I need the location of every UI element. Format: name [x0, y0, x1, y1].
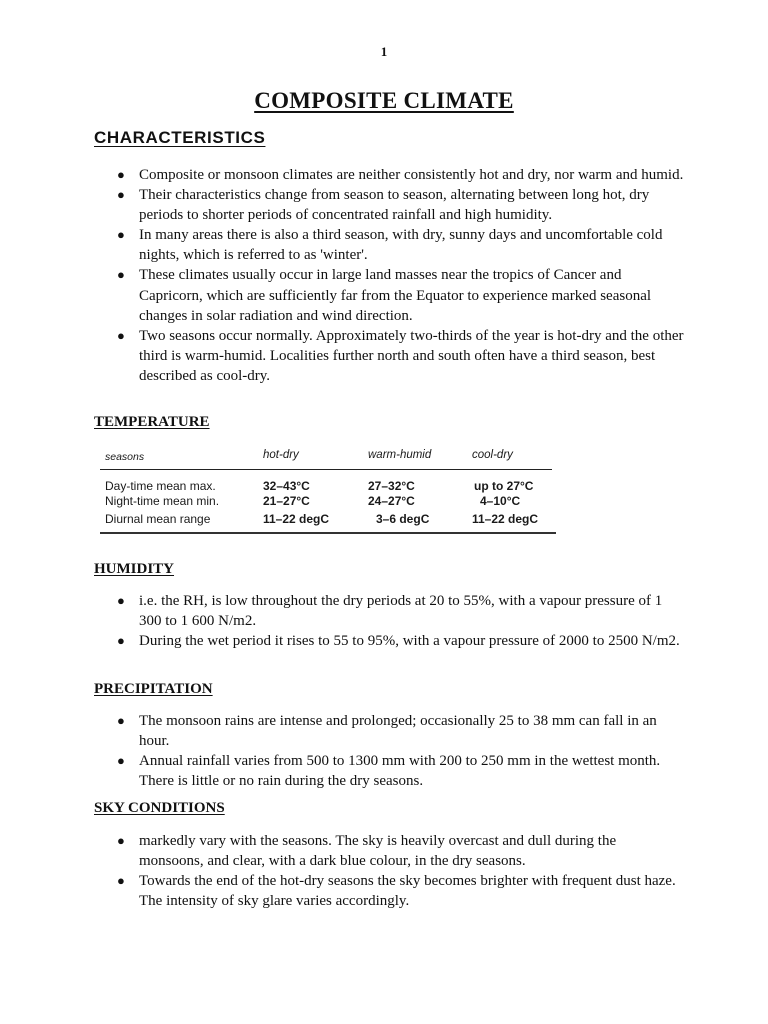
sky-conditions-list: [94, 831, 684, 911]
list-item-text: Composite or monsoon climates are neither consistently hot and dry, nor warm and humid.: [139, 167, 684, 183]
table-row-label: Day-time mean max.: [105, 479, 216, 493]
table-cell: 27–32°C: [368, 479, 415, 493]
bullet-icon: ●: [117, 187, 125, 203]
temperature-table: [100, 442, 556, 538]
list-item-text: During the wet period it rises to 55 to 95%, with a vapour pressure of 2000 to 2500 N/m2.: [139, 633, 680, 650]
table-cell: up to 27°C: [474, 479, 534, 493]
list-item-text: The monsoon rains are intense and prolonged; occasionally 25 to 38 mm can fall in an hour.: [139, 713, 657, 750]
list-item-text: Their characteristics change from season to season, alternating between long hot, dry periods to shorter periods of concentrated rainfall and high humidity.: [139, 187, 650, 224]
temperature-heading: TEMPERATURE: [94, 414, 210, 430]
list-item: [94, 871, 684, 911]
table-header-cool-dry: cool-dry: [472, 449, 513, 461]
list-item-text: In many areas there is also a third season, with dry, sunny days and uncomfortable cold nights, which is referred to as 'winter'.: [139, 227, 663, 264]
list-item-text: i.e. the RH, is low throughout the dry periods at 20 to 55%, with a vapour pressure of 1 300 to 1 600 N/m2.: [139, 593, 663, 630]
sky-conditions-heading: SKY CONDITIONS: [94, 800, 225, 816]
table-rule-bottom: [100, 532, 556, 534]
table-row-label: Night-time mean min.: [105, 494, 220, 508]
table-header-seasons: seasons: [105, 451, 145, 463]
table-header-hot-dry: hot-dry: [263, 449, 299, 461]
list-item-text: These climates usually occur in large land masses near the tropics of Cancer and Capricorn, which are sufficiently far from the Equator to experience marked seasonal changes in solar radiation and wind direction.: [139, 267, 652, 324]
list-item: [94, 326, 684, 386]
list-item-text: markedly vary with the seasons. The sky is heavily overcast and dull during the monsoons, and clear, with a dark blue colour, in the dry seasons.: [139, 833, 617, 870]
table-cell: 11–22 degC: [472, 512, 539, 526]
list-item: [94, 591, 684, 631]
list-item: [94, 711, 684, 751]
table-rule-top: [100, 469, 552, 470]
precipitation-heading: PRECIPITATION: [94, 681, 213, 697]
list-item: [94, 831, 684, 871]
bullet-icon: ●: [117, 267, 125, 283]
characteristics-list: [94, 165, 684, 386]
list-item: [94, 185, 684, 225]
bullet-icon: ●: [117, 167, 125, 182]
list-item: [94, 751, 684, 791]
bullet-icon: ●: [117, 227, 125, 243]
bullet-icon: ●: [117, 713, 125, 728]
list-item: [94, 225, 684, 265]
table-cell: 21–27°C: [263, 494, 310, 508]
bullet-icon: ●: [117, 873, 125, 889]
bullet-icon: ●: [117, 593, 125, 608]
list-item: [94, 265, 684, 325]
table-cell: 32–43°C: [263, 479, 310, 493]
table-header-warm-humid: warm-humid: [368, 449, 432, 461]
humidity-list: [94, 591, 684, 651]
bullet-icon: ●: [117, 833, 125, 848]
table-cell: 11–22 degC: [263, 512, 330, 526]
document-title: COMPOSITE CLIMATE: [254, 88, 514, 113]
table-cell: 24–27°C: [368, 494, 415, 508]
humidity-heading: HUMIDITY: [94, 561, 175, 577]
bullet-icon: ●: [117, 633, 125, 649]
page-number: 1: [380, 44, 388, 59]
characteristics-heading: CHARACTERISTICS: [94, 128, 266, 147]
table-cell: 4–10°C: [480, 494, 521, 508]
list-item-text: Annual rainfall varies from 500 to 1300 mm with 200 to 250 mm in the wettest month. There is little or no rain during the dry seasons.: [139, 753, 661, 790]
table-row-label: Diurnal mean range: [105, 512, 211, 526]
list-item-text: Two seasons occur normally. Approximately two-thirds of the year is hot-dry and the other third is warm-humid. Localities further north and south often have a third season, best described as cool-dry.: [139, 327, 684, 384]
table-cell: 3–6 degC: [376, 512, 430, 526]
list-item: [94, 631, 684, 651]
list-item-text: Towards the end of the hot-dry seasons the sky becomes brighter with frequent dust haze. The intensity of sky glare varies accordingly.: [139, 873, 676, 910]
list-item: [94, 165, 684, 185]
bullet-icon: ●: [117, 327, 125, 343]
bullet-icon: ●: [117, 753, 125, 769]
precipitation-list: [94, 711, 684, 791]
